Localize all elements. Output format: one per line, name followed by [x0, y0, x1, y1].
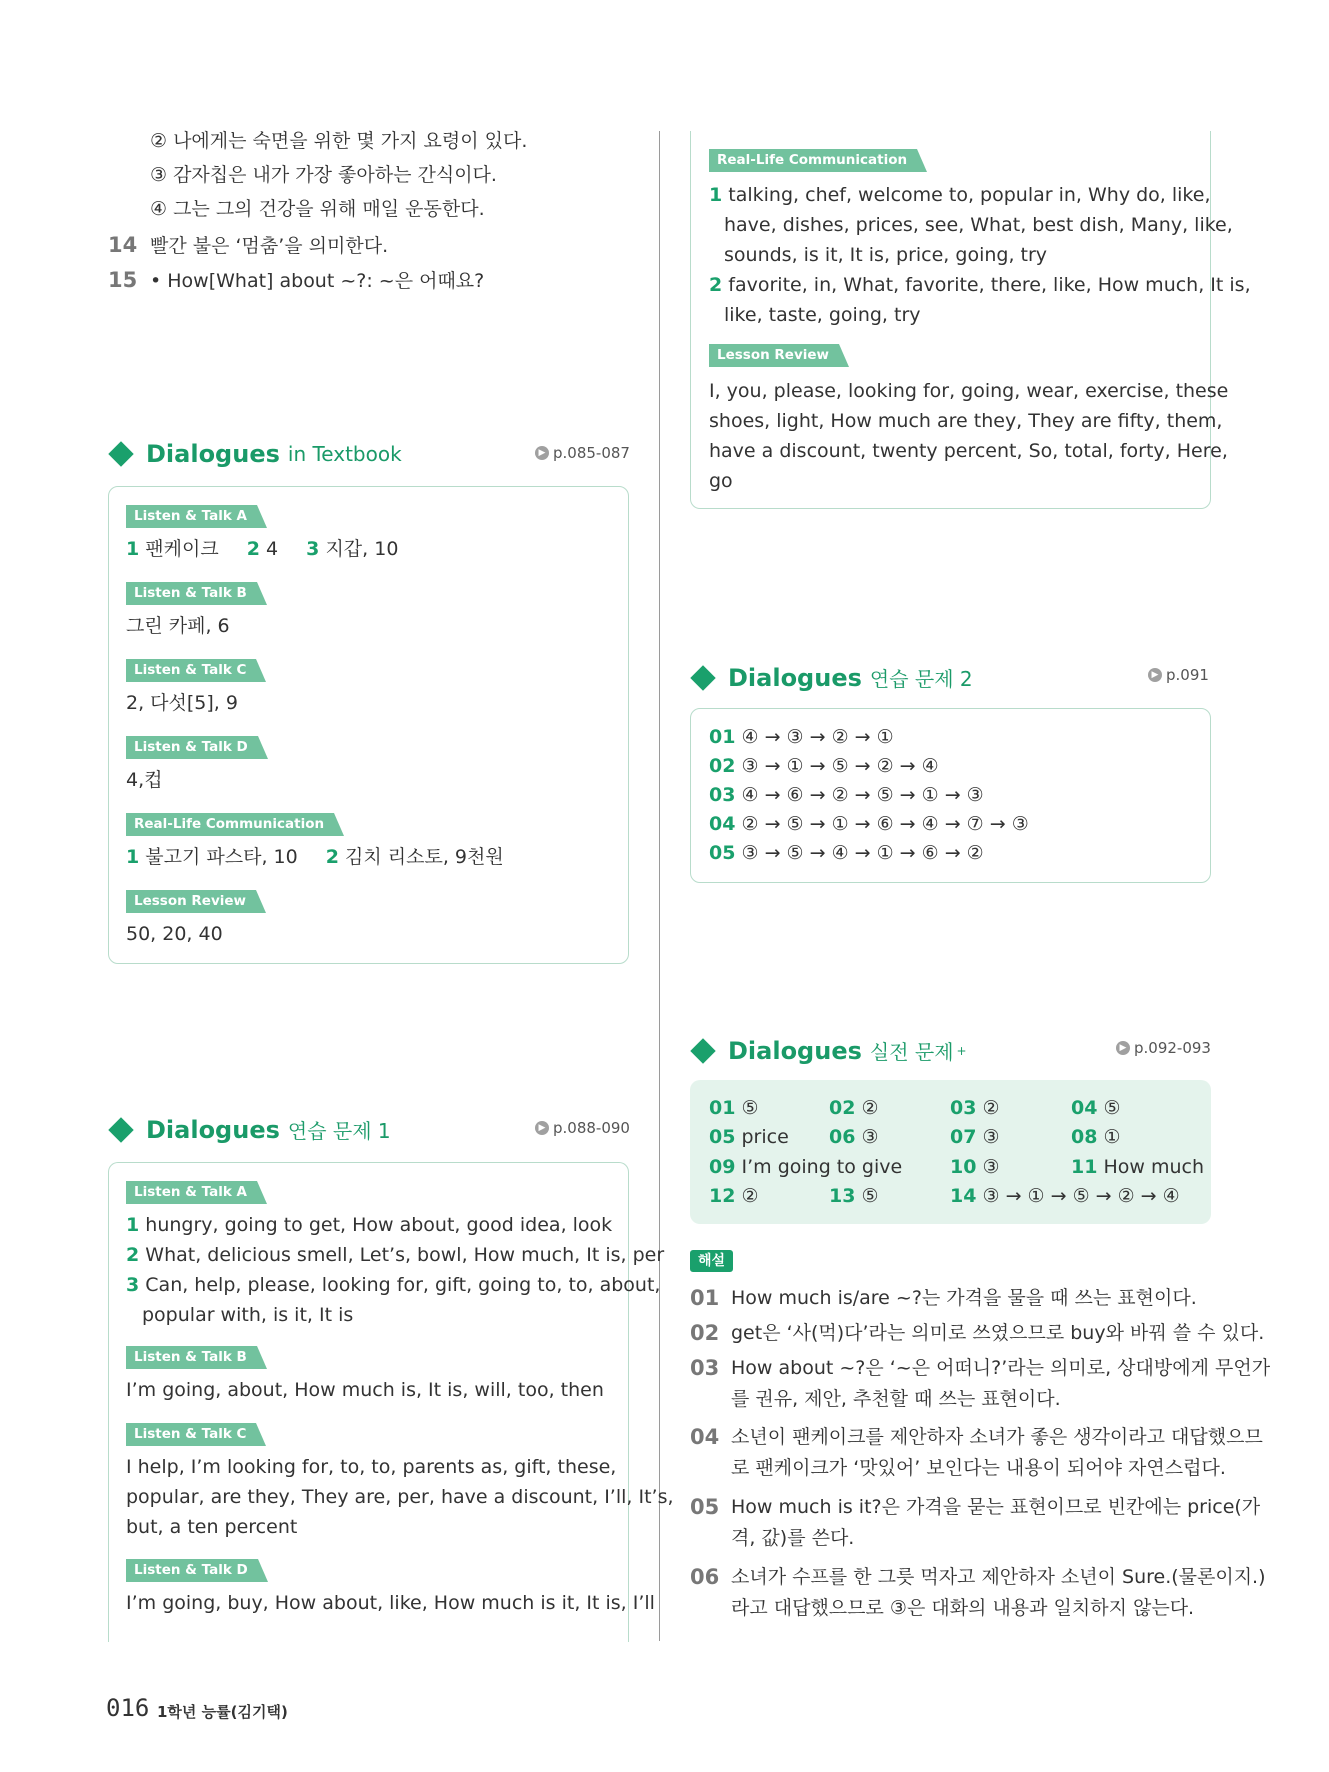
- value: 4: [266, 538, 279, 560]
- column-divider: [659, 131, 660, 1641]
- num: 09: [709, 1156, 736, 1178]
- real-answer-08: [1071, 1122, 1121, 1152]
- play-circle-icon: ▶: [1148, 668, 1162, 682]
- p2-row-01: [709, 722, 894, 752]
- expl-number-02: 02: [690, 1321, 720, 1345]
- title-plus: +: [956, 1043, 967, 1058]
- pageref-text: p.085-087: [553, 444, 630, 462]
- text: favorite, in, What, favorite, there, like, How much, It is,: [728, 274, 1251, 296]
- textbook-lt-b-answer: 그린 카페, 6: [126, 615, 230, 637]
- expl-number-01: 01: [690, 1286, 720, 1310]
- answer-line-2: ② 나에게는 숙면을 위한 몇 가지 요령이 있다.: [150, 130, 528, 152]
- num: 3: [126, 1274, 140, 1296]
- pageref-practice1: [535, 1119, 630, 1137]
- expl-03-line-2: 를 권유, 제안, 추천할 때 쓰는 표현이다.: [731, 1388, 1061, 1410]
- pageref-textbook: [535, 444, 630, 462]
- section-title-practice2: [690, 663, 973, 692]
- tr-review-line-4: go: [709, 470, 733, 492]
- num: 2: [709, 274, 723, 296]
- num: 2: [126, 1244, 140, 1266]
- pageref-text: p.092-093: [1134, 1039, 1211, 1057]
- text: talking, chef, welcome to, popular in, Why do, like,: [728, 184, 1211, 206]
- tr-rlc-line-3: [724, 240, 1047, 270]
- sequence: ② → ⑤ → ① → ⑥ → ④ → ⑦ → ③: [741, 813, 1029, 835]
- p2-row-04: [709, 809, 1029, 839]
- tr-review-line-1: I, you, please, looking for, going, wear, exercise, these: [709, 380, 1229, 402]
- p1-lt-a-line-1: [126, 1210, 612, 1240]
- text: Can, help, please, looking for, gift, going to, to, about,: [145, 1274, 661, 1296]
- diamond-bullet-icon: [108, 441, 133, 466]
- value: ③: [982, 1126, 1000, 1148]
- num: 2: [246, 538, 260, 560]
- num: 03: [950, 1097, 977, 1119]
- question-number-14: 14: [108, 233, 138, 257]
- expl-01-line-1: How much is/are ~?는 가격을 물을 때 쓰는 표현이다.: [731, 1287, 1197, 1309]
- title-sub: 연습 문제 1: [287, 1119, 391, 1143]
- value: ⑤: [741, 1097, 759, 1119]
- tag-real-life-communication: Real-Life Communication: [709, 149, 917, 172]
- real-answer-03: [950, 1093, 1000, 1123]
- title-sub: 연습 문제 2: [869, 667, 973, 691]
- title-main: Dialogues: [146, 440, 280, 468]
- real-answer-07: [950, 1122, 1000, 1152]
- sequence: ③ → ⑤ → ④ → ① → ⑥ → ②: [741, 842, 984, 864]
- num: 06: [829, 1126, 856, 1148]
- pageref-text: p.088-090: [553, 1119, 630, 1137]
- question-15-text: • How[What] about ~?: ~은 어때요?: [150, 270, 485, 292]
- diamond-bullet-icon: [690, 665, 715, 690]
- pageref-text: p.091: [1166, 666, 1209, 684]
- value: ③: [982, 1156, 1000, 1178]
- textbook-lt-a-answers: [126, 534, 398, 564]
- p1-lt-a-line-4: [142, 1300, 353, 1330]
- tag-listen-talk-a: Listen & Talk A: [126, 1181, 257, 1204]
- tag-listen-talk-c: Listen & Talk C: [126, 659, 256, 682]
- play-circle-icon: ▶: [535, 1121, 549, 1135]
- book-title: 1학년 능률(김기택): [157, 1703, 288, 1721]
- answer-line-4: ④ 그는 그의 건강을 위해 매일 운동한다.: [150, 198, 485, 220]
- value: ⑤: [861, 1185, 879, 1207]
- text: hungry, going to get, How about, good idea, look: [145, 1214, 613, 1236]
- title-main: Dialogues: [728, 1036, 862, 1065]
- num: 07: [950, 1126, 977, 1148]
- p1-lt-a-line-2: [126, 1240, 664, 1270]
- num: 11: [1071, 1156, 1098, 1178]
- play-circle-icon: ▶: [535, 446, 549, 460]
- num: 04: [1071, 1097, 1098, 1119]
- num: 02: [709, 755, 736, 777]
- tr-review-line-2: shoes, light, How much are they, They are fifty, them,: [709, 410, 1223, 432]
- real-answer-06: [829, 1122, 879, 1152]
- p1-lt-d-answer: I’m going, buy, How about, like, How much is it, It is, I’ll: [126, 1592, 655, 1614]
- num: 01: [709, 726, 736, 748]
- p1-lt-a-line-3: [126, 1270, 660, 1300]
- tag-listen-talk-d: Listen & Talk D: [126, 1559, 258, 1582]
- tr-review-line-3: have a discount, twenty percent, So, total, forty, Here,: [709, 440, 1228, 462]
- num: 02: [829, 1097, 856, 1119]
- sequence: ③ → ① → ⑤ → ② → ④: [741, 755, 939, 777]
- p1-lt-c-line-1: I help, I’m looking for, to, to, parents as, gift, these,: [126, 1456, 617, 1478]
- value: ③: [861, 1126, 879, 1148]
- value: price: [741, 1126, 789, 1148]
- text: have, dishes, prices, see, What, best dish, Many, like,: [724, 214, 1233, 236]
- textbook-review-answer: 50, 20, 40: [126, 923, 223, 945]
- real-answer-12: [709, 1181, 759, 1211]
- value: 팬케이크: [145, 538, 219, 560]
- section-title-textbook: [108, 440, 402, 468]
- title-sub: in Textbook: [287, 442, 402, 466]
- pageref-practice2: [1148, 666, 1209, 684]
- title-sub: 실전 문제: [869, 1040, 954, 1064]
- real-answer-02: [829, 1093, 879, 1123]
- diamond-bullet-icon: [108, 1117, 133, 1142]
- section-title-real: [690, 1036, 967, 1065]
- value: ③ → ① → ⑤ → ② → ④: [982, 1185, 1180, 1207]
- num: 05: [709, 842, 736, 864]
- tag-real-life-communication: Real-Life Communication: [126, 813, 334, 836]
- num: 10: [950, 1156, 977, 1178]
- real-answer-01: [709, 1093, 759, 1123]
- question-number-15: 15: [108, 268, 138, 292]
- tr-rlc-line-5: [724, 300, 921, 330]
- real-answer-10: [950, 1152, 1000, 1182]
- expl-04-line-2: 로 팬케이크가 ‘맛있어’ 보인다는 내용이 되어야 자연스럽다.: [731, 1457, 1226, 1479]
- text: sounds, is it, It is, price, going, try: [724, 244, 1048, 266]
- diamond-bullet-icon: [690, 1038, 715, 1063]
- tr-rlc-line-1: [709, 180, 1210, 210]
- expl-05-line-1: How much is it?은 가격을 묻는 표현이므로 빈칸에는 price(가: [731, 1496, 1261, 1518]
- num: 03: [709, 784, 736, 806]
- num: 12: [709, 1185, 736, 1207]
- expl-number-06: 06: [690, 1565, 720, 1589]
- expl-05-line-2: 격, 값)를 쓴다.: [731, 1527, 855, 1549]
- pageref-real: [1116, 1039, 1211, 1057]
- sequence: ④ → ⑥ → ② → ⑤ → ① → ③: [741, 784, 984, 806]
- explanation-label: 해설: [690, 1250, 733, 1272]
- value: 지갑, 10: [325, 538, 399, 560]
- expl-04-line-1: 소년이 팬케이크를 제안하자 소녀가 좋은 생각이라고 대답했으므: [731, 1426, 1263, 1448]
- value: ②: [861, 1097, 879, 1119]
- question-14-text: 빨간 불은 ‘멈춤’을 의미한다.: [150, 235, 389, 257]
- num: 1: [126, 538, 140, 560]
- p2-row-05: [709, 838, 984, 868]
- value: I’m going to give: [741, 1156, 903, 1178]
- real-answer-11: [1071, 1152, 1204, 1182]
- real-answer-04: [1071, 1093, 1121, 1123]
- tag-listen-talk-c: Listen & Talk C: [126, 1423, 256, 1446]
- num: 01: [709, 1097, 736, 1119]
- real-answer-09: [709, 1152, 902, 1182]
- num: 05: [709, 1126, 736, 1148]
- page-number: 016: [106, 1694, 150, 1722]
- tag-lesson-review: Lesson Review: [709, 344, 839, 367]
- tag-listen-talk-d: Listen & Talk D: [126, 736, 258, 759]
- tag-listen-talk-b: Listen & Talk B: [126, 582, 257, 605]
- play-circle-icon: ▶: [1116, 1041, 1130, 1055]
- expl-03-line-1: How about ~?은 ‘~은 어떠니?’라는 의미로, 상대방에게 무언가: [731, 1357, 1271, 1379]
- value: 불고기 파스타, 10: [145, 846, 298, 868]
- num: 13: [829, 1185, 856, 1207]
- tr-rlc-line-2: [724, 210, 1233, 240]
- value: 김치 리소토, 9천원: [345, 846, 504, 868]
- tag-listen-talk-a: Listen & Talk A: [126, 505, 257, 528]
- p2-row-02: [709, 751, 939, 781]
- num: 14: [950, 1185, 977, 1207]
- value: ②: [982, 1097, 1000, 1119]
- num: 1: [709, 184, 723, 206]
- expl-number-04: 04: [690, 1425, 720, 1449]
- value: ⑤: [1103, 1097, 1121, 1119]
- p1-lt-b-answer: I’m going, about, How much is, It is, will, too, then: [126, 1379, 604, 1401]
- sequence: ④ → ③ → ② → ①: [741, 726, 894, 748]
- real-answer-14: [950, 1181, 1180, 1211]
- textbook-rlc-answers: [126, 842, 504, 872]
- p2-row-03: [709, 780, 984, 810]
- num: 04: [709, 813, 736, 835]
- expl-number-03: 03: [690, 1356, 720, 1380]
- text: like, taste, going, try: [724, 304, 921, 326]
- p1-lt-c-line-3: but, a ten percent: [126, 1516, 298, 1538]
- expl-06-line-1: 소녀가 수프를 한 그릇 먹자고 제안하자 소년이 Sure.(물론이지.): [731, 1566, 1266, 1588]
- title-main: Dialogues: [146, 1115, 280, 1144]
- answer-line-3: ③ 감자칩은 내가 가장 좋아하는 간식이다.: [150, 164, 497, 186]
- tag-listen-talk-b: Listen & Talk B: [126, 1346, 257, 1369]
- section-title-practice1: [108, 1115, 391, 1144]
- real-answer-13: [829, 1181, 879, 1211]
- value: ①: [1103, 1126, 1121, 1148]
- num: 1: [126, 1214, 140, 1236]
- title-main: Dialogues: [728, 663, 862, 692]
- num: 3: [306, 538, 320, 560]
- num: 1: [126, 846, 140, 868]
- expl-02-line-1: get은 ‘사(먹)다’라는 의미로 쓰였으므로 buy와 바꿔 쓸 수 있다.: [731, 1322, 1265, 1344]
- tr-rlc-line-4: [709, 270, 1251, 300]
- num: 08: [1071, 1126, 1098, 1148]
- real-answer-05: [709, 1122, 789, 1152]
- textbook-lt-c-answer: 2, 다섯[5], 9: [126, 692, 238, 714]
- text: popular with, is it, It is: [142, 1304, 354, 1326]
- expl-06-line-2: 라고 대답했으므로 ③은 대화의 내용과 일치하지 않는다.: [731, 1597, 1195, 1619]
- expl-number-05: 05: [690, 1495, 720, 1519]
- value: ②: [741, 1185, 759, 1207]
- textbook-lt-d-answer: 4,컵: [126, 769, 163, 791]
- value: How much: [1103, 1156, 1205, 1178]
- text: What, delicious smell, Let’s, bowl, How much, It is, per: [145, 1244, 665, 1266]
- tag-lesson-review: Lesson Review: [126, 890, 256, 913]
- p1-lt-c-line-2: popular, are they, They are, per, have a discount, I’ll, It’s,: [126, 1486, 674, 1508]
- num: 2: [325, 846, 339, 868]
